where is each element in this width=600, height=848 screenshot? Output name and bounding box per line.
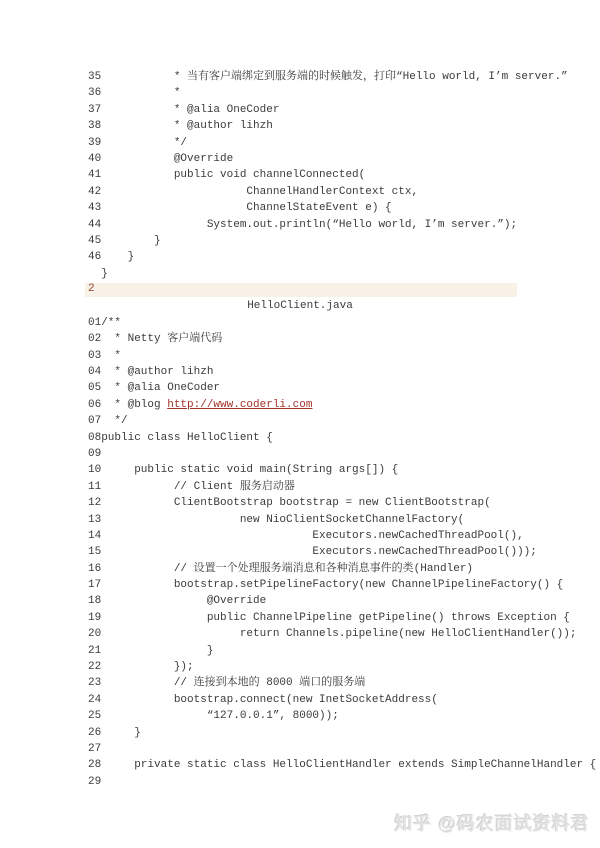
code-text: 39 */ (88, 136, 188, 149)
code-text: 11 // Client 服务启动器 (88, 480, 295, 493)
code-text: 18 @Override (88, 595, 267, 608)
code-line (0, 741, 600, 757)
code-line (0, 757, 600, 773)
client-code-block (0, 315, 600, 790)
code-text: 38 * @author lihzh (88, 120, 273, 133)
code-text: 13 new NioClientSocketChannelFactory( (88, 513, 465, 526)
code-line (0, 413, 600, 429)
code-line (0, 495, 600, 511)
code-text: 28 private static class HelloClientHandler extends SimpleChannelHandler { (88, 759, 597, 772)
code-line (0, 725, 600, 741)
code-text: } (88, 267, 108, 280)
code-text: 07 */ (88, 415, 128, 428)
code-text: 40 @Override (88, 152, 234, 165)
code-text: 29 (88, 775, 102, 788)
code-line (0, 118, 600, 134)
code-line (0, 626, 600, 642)
code-text: 25 “127.0.0.1”, 8000)); (88, 710, 339, 723)
code-line (0, 462, 600, 478)
code-text: 24 bootstrap.connect(new InetSocketAddress( (88, 693, 438, 706)
code-line (0, 446, 600, 462)
blog-link[interactable]: http://www.coderli.com (167, 398, 313, 411)
code-text: 20 return Channels.pipeline(new HelloClientHandler()); (88, 628, 577, 641)
code-line (0, 380, 600, 396)
highlighted-line (85, 283, 517, 297)
code-text: 21 } (88, 644, 214, 657)
code-text: 14 Executors.newCachedThreadPool(), (88, 529, 524, 542)
code-text: 15 Executors.newCachedThreadPool())); (88, 546, 537, 559)
code-line (0, 561, 600, 577)
code-line (0, 430, 600, 446)
code-text: 46 } (88, 251, 135, 264)
code-line (0, 200, 600, 216)
code-line (0, 217, 600, 233)
code-line (0, 512, 600, 528)
code-line (0, 692, 600, 708)
code-line (0, 643, 600, 659)
code-text: 08public class HelloClient { (88, 431, 273, 444)
code-line (0, 249, 600, 265)
code-line (0, 364, 600, 380)
server-code-block (0, 69, 600, 282)
code-text: 36 * (88, 87, 181, 100)
code-line (0, 610, 600, 626)
code-line (0, 151, 600, 167)
code-text: 26 } (88, 726, 141, 739)
code-text: 37 * @alia OneCoder (88, 103, 280, 116)
code-text: 10 public static void main(String args[]) { (88, 464, 399, 477)
code-text: 44 System.out.println(“Hello world, I’m server.”); (88, 218, 518, 231)
code-line (0, 331, 600, 347)
code-line (0, 479, 600, 495)
code-line (0, 659, 600, 675)
code-line (0, 593, 600, 609)
code-line (0, 528, 600, 544)
code-text: 45 } (88, 234, 161, 247)
code-text: 01/** (88, 316, 122, 329)
code-document (0, 69, 600, 790)
code-text: 22 }); (88, 661, 194, 674)
code-text: 02 * Netty 客户端代码 (88, 333, 223, 346)
code-line (0, 675, 600, 691)
code-text: 12 ClientBootstrap bootstrap = new ClientBootstrap( (88, 497, 491, 510)
code-line (0, 102, 600, 118)
code-text: 09 (88, 447, 102, 460)
code-line (0, 85, 600, 101)
code-line (0, 708, 600, 724)
code-line (0, 348, 600, 364)
code-text: 05 * @alia OneCoder (88, 382, 221, 395)
code-text: 35 * 当有客户端绑定到服务端的时候触发，打印“Hello world, I’m server.” (88, 71, 568, 83)
file-title: HelloClient.java (247, 300, 353, 313)
code-line (0, 544, 600, 560)
code-text: 42 ChannelHandlerContext ctx, (88, 185, 419, 198)
code-text: 16 // 设置一个处理服务端消息和各种消息事件的类(Handler) (88, 562, 474, 575)
code-line (0, 397, 600, 413)
code-line (0, 315, 600, 331)
code-line (0, 233, 600, 249)
code-text: 23 // 连接到本地的 8000 端口的服务端 (88, 677, 366, 690)
code-line (0, 69, 600, 85)
code-text: 27 (88, 743, 102, 755)
code-text: 19 public ChannelPipeline getPipeline() throws Exception { (88, 611, 570, 624)
code-line (0, 167, 600, 183)
code-line (0, 135, 600, 151)
code-line (0, 266, 600, 282)
code-text: 06 * @blog (88, 398, 168, 411)
highlight-line-number: 2 (88, 283, 95, 296)
file-title-row (0, 298, 600, 314)
code-text: 17 bootstrap.setPipelineFactory(new ChannelPipelineFactory() { (88, 579, 564, 592)
code-text: 04 * @author lihzh (88, 366, 214, 379)
code-text: 43 ChannelStateEvent e) { (88, 202, 392, 215)
zhihu-watermark: 知乎 @码农面试资料君 (394, 814, 590, 834)
code-line (0, 774, 600, 790)
code-line (0, 184, 600, 200)
code-text: 41 public void channelConnected( (88, 169, 366, 182)
code-line (0, 577, 600, 593)
code-text: 03 * (88, 349, 122, 362)
